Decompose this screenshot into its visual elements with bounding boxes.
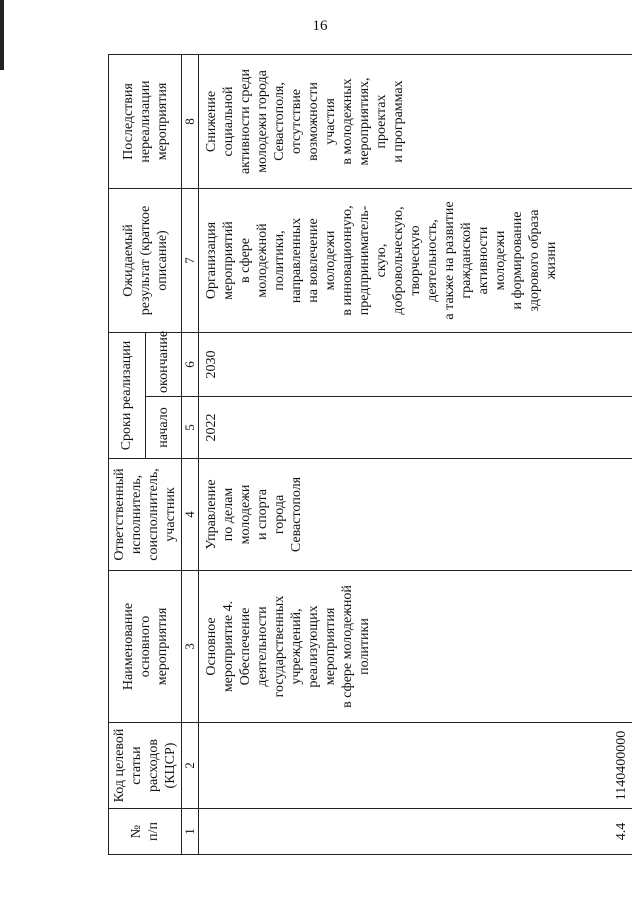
header-start: начало [145,397,182,459]
column-number: 2 [182,723,199,809]
header-measure-name: Наименование основного мероприятия [109,571,182,723]
page-number: 16 [312,18,328,34]
header-number: № п/п [109,809,182,855]
header-implementation-period: Сроки реализации [109,333,146,459]
column-number-row [182,55,199,855]
row-kcsr-code: 1140400000 [199,723,632,809]
header-expected-result: Ожидаемый результат (краткое описание) [109,189,182,333]
header-row [109,55,146,855]
measures-table [108,54,632,855]
column-number: 6 [182,333,199,397]
header-consequences: Последствия нереализации мероприятия [109,55,182,189]
column-number: 3 [182,571,199,723]
row-end-year: 2030 [199,333,632,397]
row-responsible: Управление по делам молодежи и спорта города Севастополя [199,459,632,571]
row-start-year: 2022 [199,397,632,459]
header-end: окончание [145,333,182,397]
column-number: 1 [182,809,199,855]
rotated-table-container [108,55,629,855]
row-measure-name: Основное мероприятие 4. Обеспечение деятельности государственных учреждений, реализующих мероприятия в сфере молодежной политики [199,571,632,723]
row-expected-result: Организация мероприятий в сфере молодежной политики, направленных на вовлечение молодежи в инновационную, предприниматель- скую, добровольческую, творческую деятельность, а также на развитие гражданской активности молодежи и формирование здорового образа жизни [199,189,632,333]
scan-edge-mark [0,0,4,70]
column-number: 5 [182,397,199,459]
row-consequences: Снижение социальной активности среди молодежи города Севастополя, отсутствие возможности участия в молодежных мероприятиях, проектах и программах [199,55,632,189]
table-row [199,55,632,855]
header-responsible: Ответственный исполнитель, соисполнитель, участник [109,459,182,571]
column-number: 7 [182,189,199,333]
column-number: 8 [182,55,199,189]
column-number: 4 [182,459,199,571]
header-kcsr: Код целевой статьи расходов (КЦСР) [109,723,182,809]
row-number: 4.4 [199,809,632,855]
